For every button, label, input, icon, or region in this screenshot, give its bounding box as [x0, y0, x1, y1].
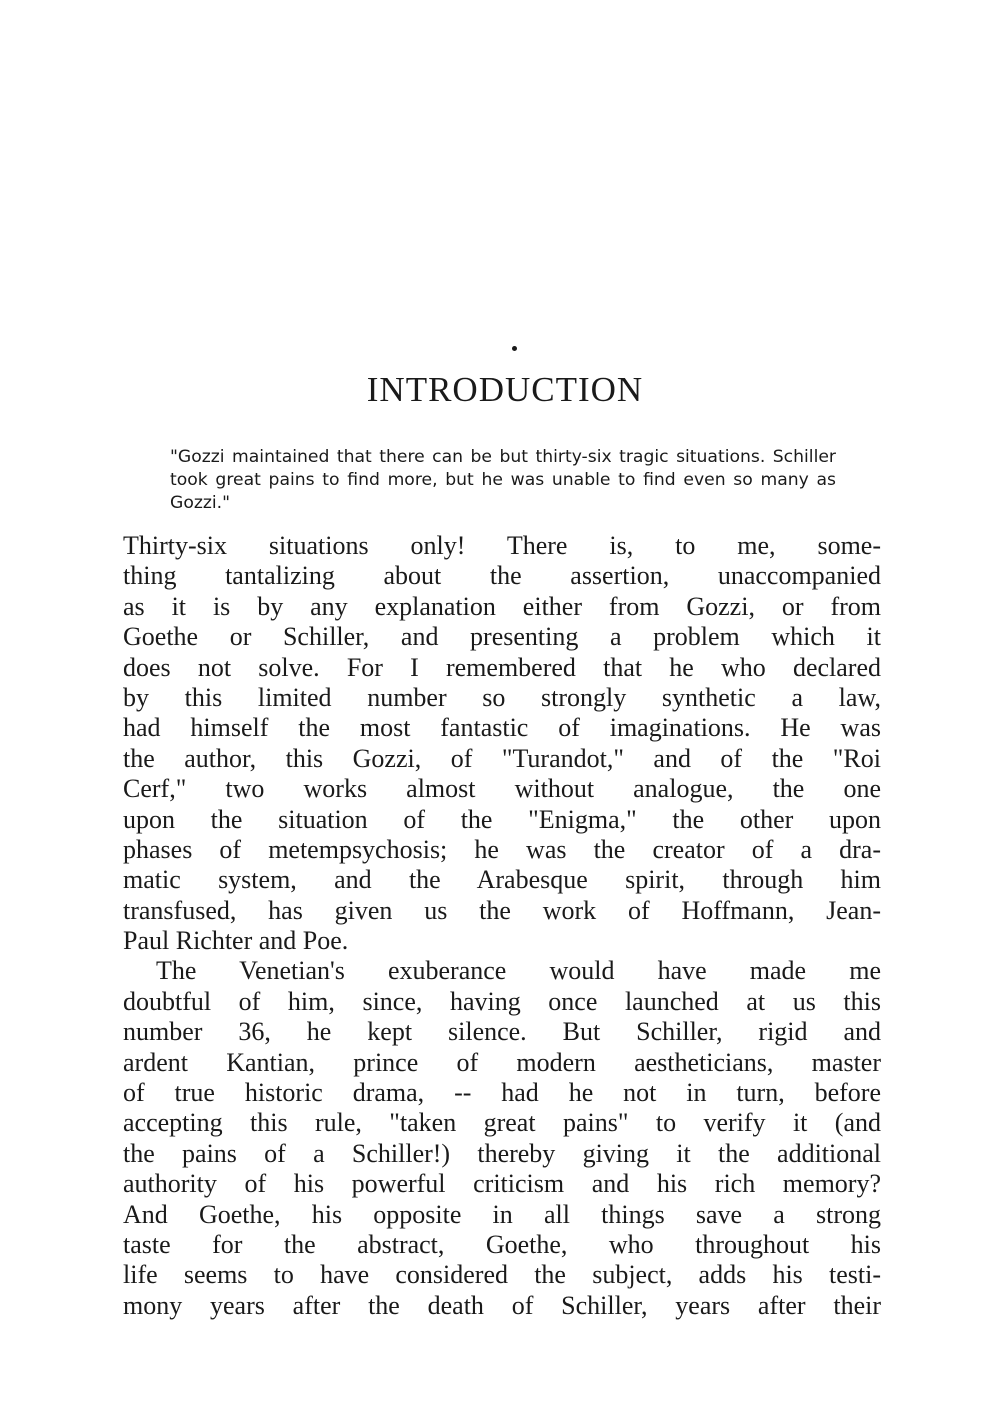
text-line: life seems to have considered the subject, adds his testi-	[123, 1260, 881, 1290]
text-line: And Goethe, his opposite in all things save a strong	[123, 1199, 881, 1229]
text-line: had himself the most fantastic of imaginations. He was	[123, 713, 881, 743]
text-line: as it is by any explanation either from Gozzi, or from	[123, 591, 881, 621]
text-line: does not solve. For I remembered that he who declared	[123, 652, 881, 682]
text-line: number 36, he kept silence. But Schiller, rigid and	[123, 1017, 881, 1047]
page-dot-mark	[512, 346, 517, 351]
text-line: the pains of a Schiller!) thereby giving it the additional	[123, 1138, 881, 1168]
text-line: authority of his powerful criticism and his rich memory?	[123, 1169, 881, 1199]
text-line: by this limited number so strongly synthetic a law,	[123, 682, 881, 712]
text-line: taste for the abstract, Goethe, who throughout his	[123, 1229, 881, 1259]
text-line: Cerf," two works almost without analogue, the one	[123, 774, 881, 804]
text-line: the author, this Gozzi, of "Turandot," and of the "Roi	[123, 743, 881, 773]
text-line: of true historic drama, -- had he not in turn, before	[123, 1078, 881, 1108]
text-line: upon the situation of the "Enigma," the other upon	[123, 804, 881, 834]
text-line: Thirty-six situations only! There is, to me, some-	[123, 531, 881, 560]
text-line: Goethe or Schiller, and presenting a problem which it	[123, 622, 881, 652]
text-line: accepting this rule, "taken great pains" to verify it (and	[123, 1108, 881, 1138]
text-line: mony years after the death of Schiller, years after their	[123, 1290, 881, 1320]
text-line: transfused, has given us the work of Hoffmann, Jean-	[123, 895, 881, 925]
text-line: phases of metempsychosis; he was the creator of a dra-	[123, 834, 881, 864]
text-line: doubtful of him, since, having once launched at us this	[123, 986, 881, 1016]
text-line: thing tantalizing about the assertion, unaccompanied	[123, 561, 881, 591]
body-text	[123, 531, 881, 1321]
text-line: ardent Kantian, prince of modern aestheticians, master	[123, 1047, 881, 1077]
text-line: Paul Richter and Poe.	[123, 926, 349, 956]
text-line: matic system, and the Arabesque spirit, through him	[123, 865, 881, 895]
chapter-title: INTRODUCTION	[366, 370, 644, 409]
epigraph-quote: "Gozzi maintained that there can be but thirty-six tragic situations. Schiller took great pains to find more, but he was unable to find even so many as Gozzi."	[170, 447, 836, 513]
text-line: The Venetian's exuberance would have made me	[156, 956, 881, 986]
